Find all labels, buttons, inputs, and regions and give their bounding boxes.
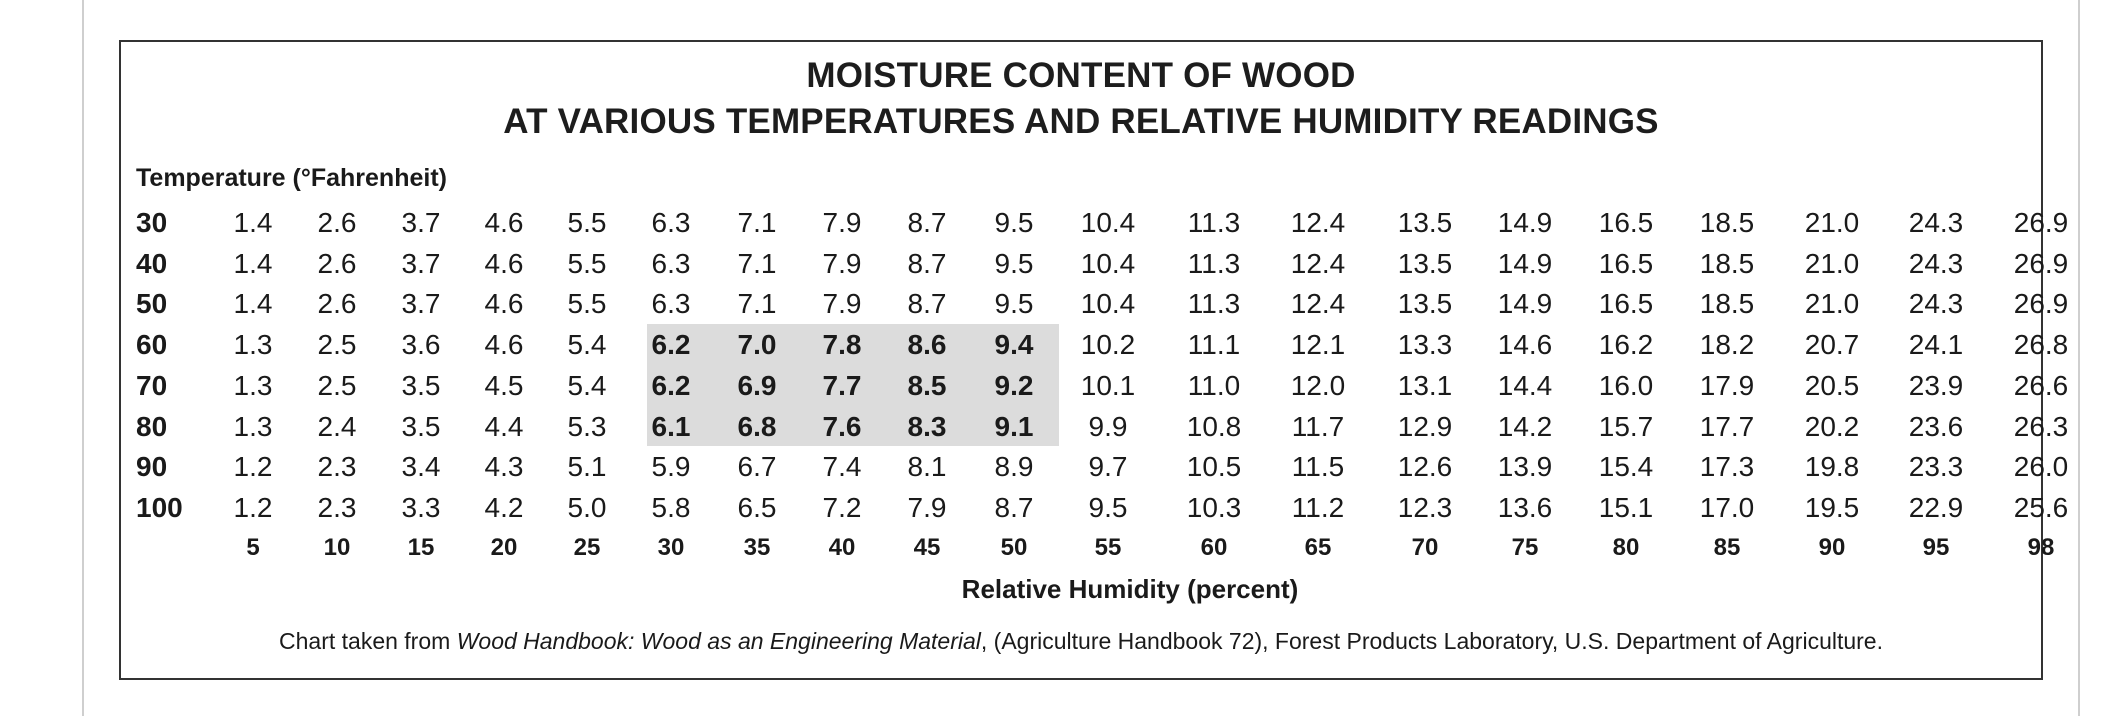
table-cell: 2.6 xyxy=(317,207,357,238)
column-label-65: 65 xyxy=(1304,534,1332,561)
table-cell: 4.6 xyxy=(484,329,524,361)
temperature-axis-label: Temperature (°Fahrenheit) xyxy=(136,164,447,192)
table-cell: 6.2 xyxy=(651,329,691,361)
table-cell: 12.1 xyxy=(1290,329,1346,361)
chart-subtitle: AT VARIOUS TEMPERATURES AND RELATIVE HUMIDITY READINGS xyxy=(503,102,1659,141)
table-cell: 11.2 xyxy=(1291,491,1345,523)
table-cell: 14.9 xyxy=(1497,288,1553,320)
table-cell: 9.1 xyxy=(994,410,1034,442)
column-label-35: 35 xyxy=(743,534,771,561)
column-label-5: 5 xyxy=(246,534,260,561)
column-label-75: 75 xyxy=(1511,534,1539,561)
table-cell: 7.1 xyxy=(737,288,777,320)
table-cell: 10.8 xyxy=(1186,410,1242,442)
table-cell: 12.4 xyxy=(1290,288,1346,320)
table-cell: 14.2 xyxy=(1497,410,1553,442)
table-cell: 4.6 xyxy=(484,288,524,320)
table-cell: 1.4 xyxy=(233,207,273,238)
table-cell: 21.0 xyxy=(1804,247,1860,279)
table-cell: 20.5 xyxy=(1804,369,1860,401)
table-cell: 11.0 xyxy=(1187,369,1241,401)
source-note xyxy=(121,628,2041,655)
table-cell: 6.2 xyxy=(651,369,691,401)
table-cell: 5.5 xyxy=(567,247,607,279)
table-cell: 2.4 xyxy=(317,410,357,442)
column-label-20: 20 xyxy=(490,534,518,561)
table-cell: 1.4 xyxy=(233,247,273,279)
table-cell: 8.7 xyxy=(994,491,1034,523)
table-cell: 8.3 xyxy=(907,410,947,442)
table-cell: 16.5 xyxy=(1598,207,1654,238)
table-cell: 9.5 xyxy=(994,207,1034,238)
table-cell: 9.4 xyxy=(994,329,1034,361)
table-cell: 24.1 xyxy=(1908,329,1964,361)
table-cell: 26.9 xyxy=(2013,288,2069,320)
table-cell: 8.7 xyxy=(907,288,947,320)
table-cell: 18.5 xyxy=(1699,288,1755,320)
column-label-45: 45 xyxy=(913,534,941,561)
table-cell: 12.9 xyxy=(1397,410,1453,442)
table-cell: 5.8 xyxy=(651,491,691,523)
row-label-90: 90 xyxy=(136,451,168,483)
source-suffix: , (Agriculture Handbook 72), Forest Products Laboratory, U.S. Department of Agriculture. xyxy=(980,628,1883,654)
table-cell: 10.1 xyxy=(1080,369,1136,401)
table-cell: 21.0 xyxy=(1804,288,1860,320)
table-cell: 5.4 xyxy=(567,369,607,401)
table-cell: 3.3 xyxy=(401,491,441,523)
column-label-98: 98 xyxy=(2027,534,2055,561)
table-cell: 16.5 xyxy=(1598,288,1654,320)
table-cell: 20.2 xyxy=(1804,410,1860,442)
table-cell: 13.9 xyxy=(1497,451,1553,483)
table-cell: 11.5 xyxy=(1291,451,1345,483)
table-cell: 11.1 xyxy=(1187,329,1241,361)
table-cell: 6.5 xyxy=(737,491,777,523)
table-cell: 7.4 xyxy=(822,451,862,483)
humidity-axis-label: Relative Humidity (percent) xyxy=(961,574,1299,604)
table-cell: 3.7 xyxy=(401,247,441,279)
table-cell: 10.5 xyxy=(1186,451,1242,483)
table-cell: 7.1 xyxy=(737,247,777,279)
row-label-80: 80 xyxy=(136,410,168,442)
table-cell: 9.5 xyxy=(1088,491,1128,523)
table-cell: 3.6 xyxy=(401,329,441,361)
column-label-50: 50 xyxy=(1000,534,1028,561)
table-cell: 26.9 xyxy=(2013,207,2069,238)
table-cell: 5.0 xyxy=(567,491,607,523)
table-cell: 19.5 xyxy=(1804,491,1860,523)
table-cell: 3.5 xyxy=(401,369,441,401)
table-cell: 14.6 xyxy=(1497,329,1553,361)
table-cell: 1.2 xyxy=(233,451,273,483)
table-cell: 16.5 xyxy=(1598,247,1654,279)
table-cell: 10.4 xyxy=(1080,207,1136,238)
table-cell: 8.5 xyxy=(907,369,947,401)
table-cell: 25.6 xyxy=(2013,491,2069,523)
table-cell: 17.3 xyxy=(1699,451,1755,483)
table-cell: 10.3 xyxy=(1186,491,1242,523)
table-cell: 9.9 xyxy=(1088,410,1128,442)
table-cell: 22.9 xyxy=(1908,491,1964,523)
table-cell: 6.9 xyxy=(737,369,777,401)
column-label-40: 40 xyxy=(828,534,856,561)
table-cell: 3.5 xyxy=(401,410,441,442)
table-cell: 13.1 xyxy=(1397,369,1453,401)
table-cell: 2.5 xyxy=(317,369,357,401)
table-cell: 5.9 xyxy=(651,451,691,483)
table-cell: 13.5 xyxy=(1397,247,1453,279)
table-cell: 7.9 xyxy=(907,491,947,523)
table-cell: 17.0 xyxy=(1699,491,1755,523)
table-cell: 15.4 xyxy=(1598,451,1654,483)
left-page-rule xyxy=(82,0,84,716)
table-cell: 6.1 xyxy=(651,410,691,442)
table-cell: 4.4 xyxy=(484,410,524,442)
column-label-95: 95 xyxy=(1922,534,1950,561)
table-cell: 5.3 xyxy=(567,410,607,442)
table-cell: 2.6 xyxy=(317,288,357,320)
table-cell: 6.3 xyxy=(651,207,691,238)
table-cell: 4.5 xyxy=(484,369,524,401)
chart-frame xyxy=(119,40,2069,680)
table-cell: 17.9 xyxy=(1699,369,1755,401)
table-cell: 24.3 xyxy=(1908,247,1964,279)
table-cell: 9.2 xyxy=(994,369,1034,401)
table-cell: 1.4 xyxy=(233,288,273,320)
row-label-60: 60 xyxy=(136,329,168,361)
table-cell: 15.1 xyxy=(1598,491,1654,523)
table-cell: 1.3 xyxy=(233,410,273,442)
column-label-15: 15 xyxy=(407,534,435,561)
table-cell: 1.3 xyxy=(233,329,273,361)
table-cell: 7.9 xyxy=(822,207,862,238)
table-cell: 16.2 xyxy=(1598,329,1654,361)
table-cell: 6.7 xyxy=(737,451,777,483)
table-cell: 2.3 xyxy=(317,491,357,523)
table-cell: 11.3 xyxy=(1187,207,1241,238)
table-cell: 10.2 xyxy=(1080,329,1136,361)
table-cell: 7.8 xyxy=(822,329,862,361)
table-cell: 9.5 xyxy=(994,247,1034,279)
table-cell: 21.0 xyxy=(1804,207,1860,238)
table-cell: 10.4 xyxy=(1080,288,1136,320)
table-cell: 7.6 xyxy=(822,410,862,442)
table-cell: 6.3 xyxy=(651,247,691,279)
table-cell: 4.6 xyxy=(484,207,524,238)
table-cell: 12.0 xyxy=(1290,369,1346,401)
column-label-85: 85 xyxy=(1713,534,1741,561)
column-label-60: 60 xyxy=(1200,534,1228,561)
table-cell: 15.7 xyxy=(1598,410,1654,442)
table-cell: 12.3 xyxy=(1397,491,1453,523)
table-cell: 9.7 xyxy=(1088,451,1128,483)
table-cell: 1.3 xyxy=(233,369,273,401)
table-cell: 3.4 xyxy=(401,451,441,483)
table-cell: 3.7 xyxy=(401,288,441,320)
source-prefix: Chart taken from xyxy=(279,628,457,654)
table-cell: 7.1 xyxy=(737,207,777,238)
column-label-80: 80 xyxy=(1612,534,1640,561)
row-label-30: 30 xyxy=(136,207,168,238)
column-label-30: 30 xyxy=(657,534,685,561)
table-cell: 6.3 xyxy=(651,288,691,320)
table-cell: 7.2 xyxy=(822,491,862,523)
table-cell: 4.6 xyxy=(484,247,524,279)
table-cell: 2.5 xyxy=(317,329,357,361)
table-cell: 4.2 xyxy=(484,491,524,523)
table-cell: 18.5 xyxy=(1699,207,1755,238)
column-label-25: 25 xyxy=(573,534,601,561)
table-cell: 1.2 xyxy=(233,491,273,523)
table-cell: 8.6 xyxy=(907,329,947,361)
table-cell: 12.4 xyxy=(1290,247,1346,279)
table-cell: 7.9 xyxy=(822,288,862,320)
table-cell: 5.4 xyxy=(567,329,607,361)
row-label-40: 40 xyxy=(136,247,168,279)
table-cell: 4.3 xyxy=(484,451,524,483)
column-label-70: 70 xyxy=(1411,534,1439,561)
table-cell: 11.3 xyxy=(1187,247,1241,279)
table-cell: 8.7 xyxy=(907,247,947,279)
table-cell: 12.4 xyxy=(1290,207,1346,238)
table-cell: 2.3 xyxy=(317,451,357,483)
table-cell: 18.5 xyxy=(1699,247,1755,279)
table-cell: 8.1 xyxy=(907,451,947,483)
column-label-10: 10 xyxy=(323,534,351,561)
column-label-55: 55 xyxy=(1094,534,1122,561)
table-cell: 18.2 xyxy=(1699,329,1755,361)
table-cell: 13.3 xyxy=(1397,329,1453,361)
table-cell: 26.9 xyxy=(2013,247,2069,279)
table-cell: 2.6 xyxy=(317,247,357,279)
chart-title: MOISTURE CONTENT OF WOOD xyxy=(806,56,1356,95)
table-cell: 14.4 xyxy=(1497,369,1553,401)
table-cell: 20.7 xyxy=(1804,329,1860,361)
table-cell: 26.6 xyxy=(2013,369,2069,401)
table-cell: 9.5 xyxy=(994,288,1034,320)
table-cell: 7.9 xyxy=(822,247,862,279)
table-cell: 26.8 xyxy=(2013,329,2069,361)
table-cell: 17.7 xyxy=(1699,410,1755,442)
table-cell: 12.6 xyxy=(1397,451,1453,483)
table-cell: 24.3 xyxy=(1908,288,1964,320)
row-label-70: 70 xyxy=(136,369,168,401)
table-cell: 8.7 xyxy=(907,207,947,238)
table-cell: 6.8 xyxy=(737,410,777,442)
table-cell: 5.5 xyxy=(567,207,607,238)
table-cell: 11.7 xyxy=(1291,410,1345,442)
table-cell: 14.9 xyxy=(1497,207,1553,238)
table-cell: 7.0 xyxy=(737,329,777,361)
table-cell: 3.7 xyxy=(401,207,441,238)
table-cell: 19.8 xyxy=(1804,451,1860,483)
row-label-50: 50 xyxy=(136,288,168,320)
column-label-90: 90 xyxy=(1818,534,1846,561)
source-title: Wood Handbook: Wood as an Engineering Material xyxy=(456,628,981,654)
table-cell: 23.3 xyxy=(1908,451,1964,483)
table-cell: 23.6 xyxy=(1908,410,1964,442)
row-label-100: 100 xyxy=(136,491,183,523)
table-cell: 26.0 xyxy=(2013,451,2069,483)
table-cell: 23.9 xyxy=(1908,369,1964,401)
table-cell: 26.3 xyxy=(2013,410,2069,442)
table-cell: 5.5 xyxy=(567,288,607,320)
table-cell: 14.9 xyxy=(1497,247,1553,279)
table-cell: 7.7 xyxy=(822,369,862,401)
table-cell: 24.3 xyxy=(1908,207,1964,238)
table-cell: 11.3 xyxy=(1187,288,1241,320)
table-cell: 13.5 xyxy=(1397,207,1453,238)
table-cell: 13.6 xyxy=(1497,491,1553,523)
table-cell: 10.4 xyxy=(1080,247,1136,279)
table-cell: 5.1 xyxy=(567,451,607,483)
table-cell: 13.5 xyxy=(1397,288,1453,320)
table-cell: 16.0 xyxy=(1598,369,1654,401)
table-cell: 8.9 xyxy=(994,451,1034,483)
